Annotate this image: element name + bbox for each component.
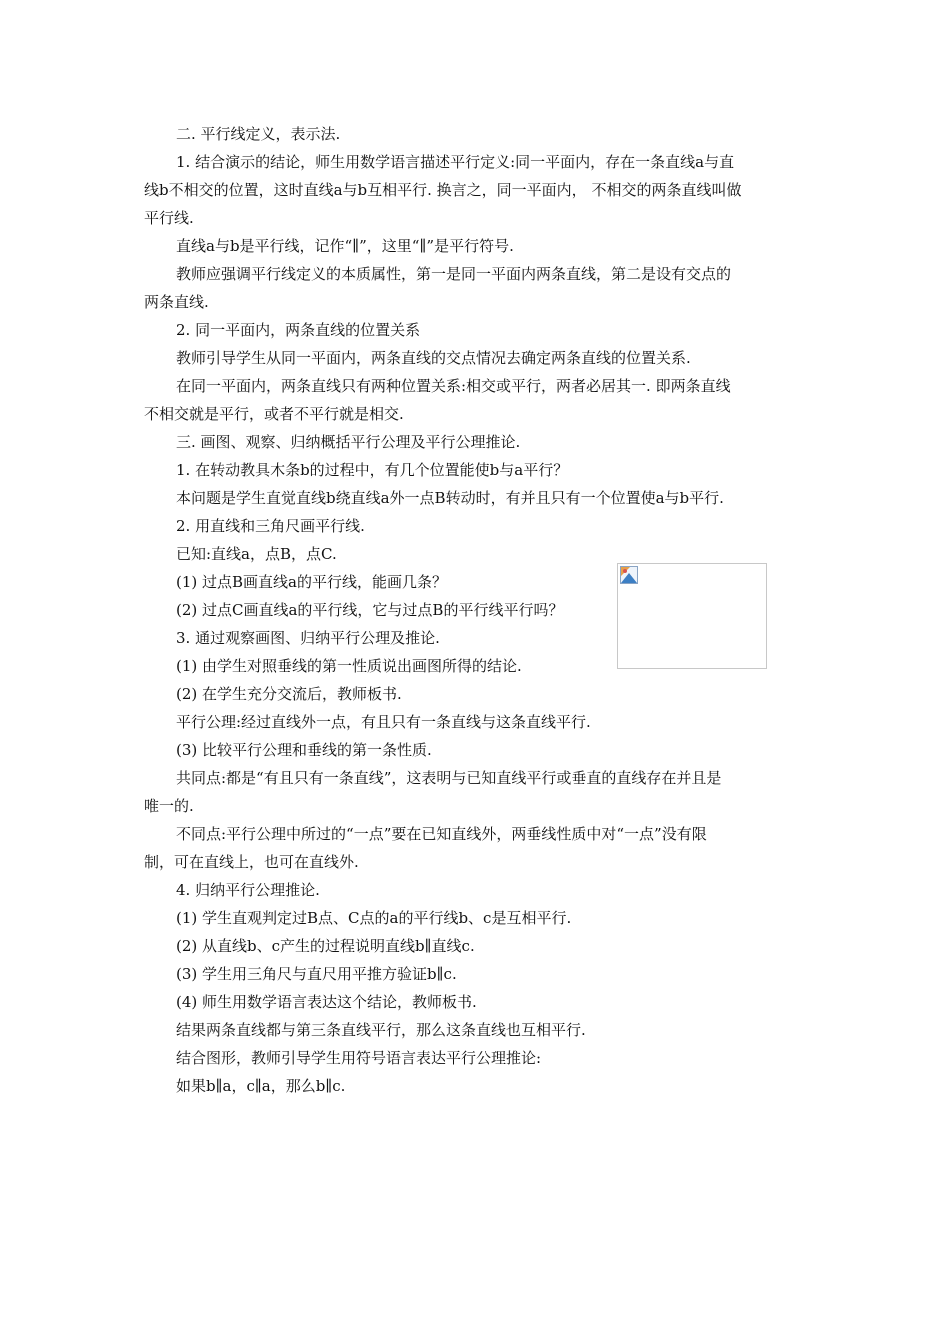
- paragraph-line: 4. 归纳平行公理推论.: [176, 881, 320, 899]
- paragraph-line: 结合图形，教师引导学生用符号语言表达平行公理推论:: [176, 1049, 542, 1067]
- paragraph-line: 3. 通过观察画图、归纳平行公理及推论.: [176, 629, 440, 647]
- paragraph-line: 教师引导学生从同一平面内，两条直线的交点情况去确定两条直线的位置关系.: [176, 349, 691, 367]
- paragraph-line: 1. 结合演示的结论，师生用数学语言描述平行定义:同一平面内，存在一条直线a与直: [176, 153, 735, 171]
- paragraph-line: (1) 学生直观判定过B点、C点的a的平行线b、c是互相平行.: [176, 909, 572, 927]
- paragraph-line: 不同点:平行公理中所过的“一点”要在已知直线外，两垂线性质中对“一点”没有限: [176, 825, 707, 843]
- section-heading: 二. 平行线定义，表示法.: [176, 125, 341, 143]
- paragraph-line: 两条直线.: [144, 293, 209, 311]
- paragraph-line: 本问题是学生直觉直线b绕直线a外一点B转动时，有并且只有一个位置使a与b平行.: [176, 489, 724, 507]
- paragraph-line: 平行线.: [144, 209, 194, 227]
- paragraph-line: 不相交就是平行，或者不平行就是相交.: [144, 405, 404, 423]
- paragraph-line: (3) 比较平行公理和垂线的第一条性质.: [176, 741, 432, 759]
- paragraph-line: (3) 学生用三角尺与直尺用平推方验证b∥c.: [176, 965, 457, 983]
- broken-image-icon: [620, 566, 638, 584]
- paragraph-line: 结果两条直线都与第三条直线平行，那么这条直线也互相平行.: [176, 1021, 586, 1039]
- paragraph-line: 在同一平面内，两条直线只有两种位置关系:相交或平行，两者必居其一. 即两条直线: [176, 377, 731, 395]
- paragraph-line: 教师应强调平行线定义的本质属性，第一是同一平面内两条直线，第二是设有交点的: [176, 265, 732, 283]
- paragraph-line: 平行公理:经过直线外一点，有且只有一条直线与这条直线平行.: [176, 713, 591, 731]
- paragraph-line: 唯一的.: [144, 797, 194, 815]
- paragraph-line: 2. 同一平面内，两条直线的位置关系: [176, 321, 421, 339]
- paragraph-line: 直线a与b是平行线，记作“∥”，这里“∥”是平行符号.: [176, 237, 514, 255]
- paragraph-line: 如果b∥a，c∥a，那么b∥c.: [176, 1077, 346, 1095]
- paragraph-line: 2. 用直线和三角尺画平行线.: [176, 517, 365, 535]
- paragraph-line: (2) 在学生充分交流后，教师板书.: [176, 685, 402, 703]
- paragraph-line: 线b不相交的位置，这时直线a与b互相平行. 换言之，同一平面内， 不相交的两条直线叫做: [144, 181, 742, 199]
- paragraph-line: 1. 在转动教具木条b的过程中，有几个位置能使b与a平行？: [176, 461, 569, 479]
- paragraph-line: (2) 从直线b、c产生的过程说明直线b∥直线c.: [176, 937, 475, 955]
- figure-placeholder: [617, 563, 767, 669]
- paragraph-line: (1) 由学生对照垂线的第一性质说出画图所得的结论.: [176, 657, 522, 675]
- paragraph-line: 已知:直线a，点B，点C.: [176, 545, 337, 563]
- paragraph-line: (4) 师生用数学语言表达这个结论，教师板书.: [176, 993, 477, 1011]
- paragraph-line: (1) 过点B画直线a的平行线，能画几条？: [176, 573, 447, 591]
- paragraph-line: 制，可在直线上，也可在直线外.: [144, 853, 359, 871]
- paragraph-line: 共同点:都是“有且只有一条直线”，这表明与已知直线平行或垂直的直线存在并且是: [176, 769, 722, 787]
- paragraph-line: (2) 过点C画直线a的平行线，它与过点B的平行线平行吗？: [176, 601, 564, 619]
- section-heading: 三. 画图、观察、归纳概括平行公理及平行公理推论.: [176, 433, 521, 451]
